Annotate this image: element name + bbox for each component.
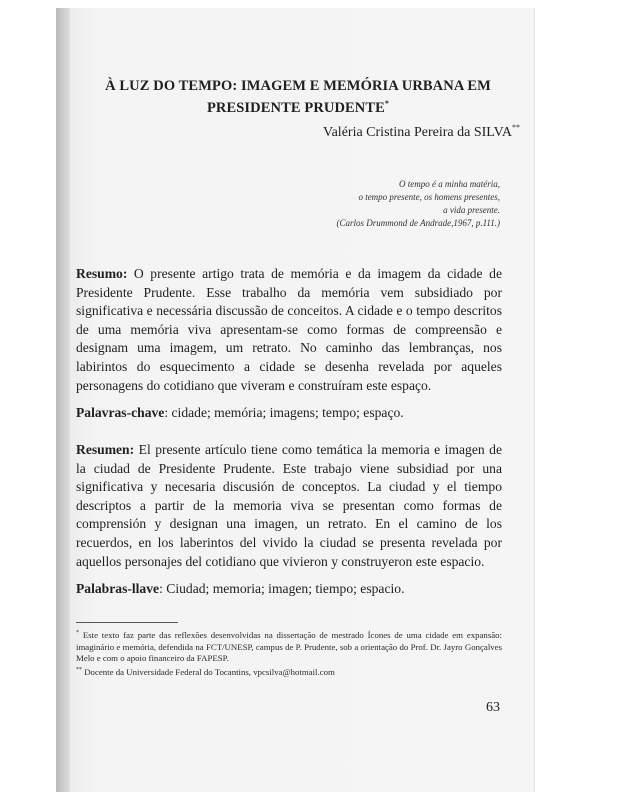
author-text: Valéria Cristina Pereira da SILVA — [323, 125, 512, 140]
footnote-1-text: Este texto faz parte das reflexões desenvolvidas na dissertação de mestrado Ícones de uma cidade em expansão: imaginário e memória, defendida na FCT/UNESP, campus de P. Prudente, sob a orientação do Prof. Dr. Jayro Gonçalves Melo e com o apoio financeiro da FAPESP. — [76, 630, 502, 663]
epigraph-citation: (Carlos Drummond de Andrade,1967, p.111.) — [336, 218, 500, 228]
author-footnote-mark: ** — [512, 123, 520, 132]
keywords-es-text: : Ciudad; memoria; imagen; tiempo; espacio. — [159, 581, 405, 596]
abstract-spanish — [76, 441, 502, 571]
title-line-1: À LUZ DO TEMPO: IMAGEM E MEMÓRIA URBANA EM — [105, 78, 491, 94]
page-number: 63 — [486, 700, 500, 715]
footnote-2-mark: ** — [76, 666, 82, 673]
abstract-portuguese — [76, 265, 502, 395]
keywords-pt-text: : cidade; memória; imagens; tempo; espaço. — [164, 405, 404, 420]
title-line-2 — [78, 95, 518, 117]
keywords-es-label: Palabras-llave — [76, 581, 160, 596]
abstract-pt-text: O presente artigo trata de memória e da imagem da cidade de Presidente Prudente. Esse trabalho da memória vem subsidiado por significativa e necessária discussão de conceitos. A cidade e o tempo descritos de uma memória viva apresentam-se como formas de compreensão e designam uma imagem, um retrato. No caminho das lembranças, nos labirintos do esquecimento a cidade se desenha revelada por aqueles personagens do cotidiano que viveram e construíram este espaço. — [76, 266, 502, 393]
article-title — [78, 78, 518, 117]
keywords-pt-label: Palavras-chave — [76, 405, 165, 420]
title-line-2-text: PRESIDENTE PRUDENTE — [206, 100, 385, 116]
abstract-es-label: Resumen: — [76, 442, 135, 457]
epigraph — [250, 178, 500, 230]
epigraph-line-3: a vida presente. — [443, 205, 500, 215]
footnote-separator — [76, 622, 178, 623]
keywords-spanish — [76, 580, 502, 599]
keywords-portuguese — [76, 404, 502, 423]
abstract-es-text: El presente artículo tiene como temática la memoria e imagen de la ciudad de Presidente Prudente. Este trabajo viene subsidiad por una significativa y necesaria discusión de conceptos. La ciudad y el tiempo descriptos a partir de la memoria viva se presentan como formas de comprensión y designan una imagen, un retrato. En el camino de los recuerdos, en los laberintos del vivido la ciudad se presenta revelada por aquellos personajes del cotidiano que vivieron y construyeron este espacio. — [76, 442, 502, 569]
title-footnote-mark: * — [384, 99, 390, 108]
author-name — [260, 123, 520, 141]
footnote-1 — [76, 628, 502, 665]
footnote-1-mark: * — [76, 630, 79, 636]
abstract-pt-label: Resumo: — [76, 266, 128, 281]
epigraph-line-1: O tempo é a minha matéria, — [399, 179, 500, 189]
footnotes — [76, 628, 502, 678]
footnote-2 — [76, 665, 502, 679]
binding-shadow — [56, 8, 70, 792]
epigraph-line-2: o tempo presente, os homens presentes, — [358, 192, 500, 202]
footnote-2-text: Docente da Universidade Federal do Tocantins, vpcsilva@hotmail.com — [84, 666, 335, 677]
